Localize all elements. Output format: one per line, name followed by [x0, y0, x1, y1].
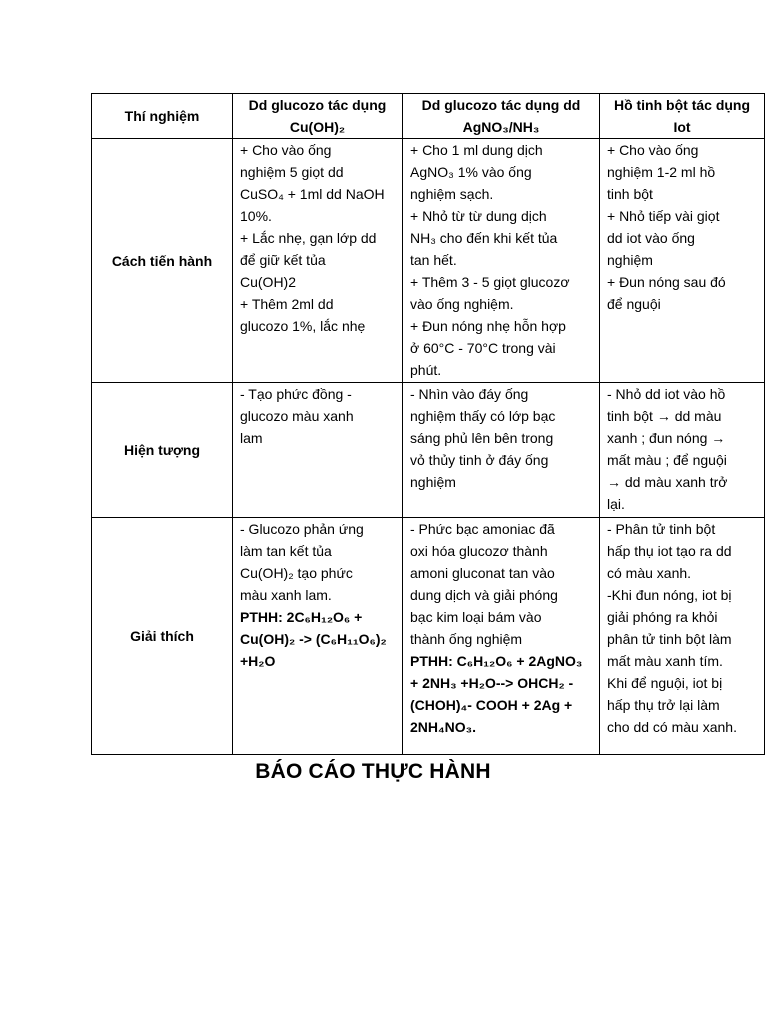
cell-line: oxi hóa glucozơ thành [410, 543, 548, 559]
cell-line: AgNO₃ 1% vào ống [410, 164, 532, 180]
table-row-procedure [92, 139, 765, 383]
table-cell [233, 383, 403, 518]
cell-line: để giữ kết tủa [240, 252, 326, 268]
header-glucose-cuoh2-text: Dd glucozo tác dụng Cu(OH)₂ [248, 97, 387, 135]
cell-line: glucozo 1%, lắc nhẹ [240, 318, 366, 334]
header-cell-glucose-agno3 [403, 94, 600, 139]
cell-line: Cu(OH)₂ -> (C₆H₁₁O₆)₂ [240, 631, 387, 647]
table-cell [403, 383, 600, 518]
cell-line: + Nhỏ từ từ dung dịch [410, 208, 547, 224]
cell-line: - Glucozo phản ứng [240, 521, 364, 537]
cell-line: + Đun nóng nhẹ hỗn hợp [410, 318, 566, 334]
header-glucose-agno3-text: Dd glucozo tác dụng dd AgNO₃/NH₃ [421, 97, 581, 135]
cell-line: làm tan kết tủa [240, 543, 332, 559]
cell-line: 2NH₄NO₃. [410, 719, 477, 735]
cell-line: Khi để nguội, iot bị [607, 675, 723, 691]
table-cell [600, 383, 765, 518]
header-cell-glucose-cuoh2 [233, 94, 403, 139]
table-cell [233, 518, 403, 755]
cell-line: phút. [410, 362, 442, 378]
cell-line: PTHH: C₆H₁₂O₆ + 2AgNO₃ [410, 653, 583, 669]
cell-line: + Cho vào ống [607, 142, 699, 158]
cell-line: nghiệm 1-2 ml hồ [607, 164, 716, 180]
cell-line: PTHH: 2C₆H₁₂O₆ + [240, 609, 363, 625]
cell-line: vào ống nghiệm. [410, 296, 514, 312]
cell-line: hấp thụ iot tạo ra dd [607, 543, 732, 559]
header-experiment-text: Thí nghiệm [124, 108, 200, 124]
cell-line: - Tạo phức đồng - [240, 386, 352, 402]
cell-line: nghiệm [607, 252, 653, 268]
header-cell-experiment [92, 94, 233, 139]
row-label-explanation [92, 518, 233, 755]
cell-line: 10%. [240, 208, 272, 224]
cell-line: nghiệm 5 giọt dd [240, 164, 344, 180]
cell-line: tinh bột [607, 186, 653, 202]
cell-line: vỏ thủy tinh ở đáy ống [410, 452, 549, 468]
cell-line: để nguội [607, 296, 661, 312]
cell-line: amoni gluconat tan vào [410, 565, 555, 581]
cell-line: tan hết. [410, 252, 457, 268]
cell-line: + Cho 1 ml dung dịch [410, 142, 543, 158]
cell-line: +H₂O [240, 653, 276, 669]
cell-line: - Nhìn vào đáy ống [410, 386, 529, 402]
cell-line: Cu(OH)₂ tạo phức [240, 565, 353, 581]
table-cell [403, 518, 600, 755]
cell-line: tinh bột → dd màu [607, 408, 722, 424]
cell-line: + Thêm 3 - 5 giọt glucozơ [410, 274, 570, 290]
row-label-phenomenon-text: Hiện tượng [123, 442, 201, 458]
table-row-explanation [92, 518, 765, 755]
cell-line: phân tử tinh bột làm [607, 631, 732, 647]
cell-line: (CHOH)₄- COOH + 2Ag + [410, 697, 573, 713]
table-row-phenomenon [92, 383, 765, 518]
table-cell [233, 139, 403, 383]
cell-line: có màu xanh. [607, 565, 692, 581]
cell-line: mất màu ; để nguội [607, 452, 727, 468]
cell-line: Cu(OH)2 [240, 274, 297, 290]
row-label-procedure-text: Cách tiến hành [111, 252, 213, 269]
cell-line: sáng phủ lên bên trong [410, 430, 554, 446]
cell-line: + Cho vào ống [240, 142, 332, 158]
cell-line: nghiệm sạch. [410, 186, 494, 202]
cell-line: + Thêm 2ml dd [240, 296, 334, 312]
cell-line: - Phân tử tinh bột [607, 521, 716, 537]
header-starch-iodine-text: Hồ tinh bột tác dụng Iot [613, 97, 751, 135]
table-cell [600, 518, 765, 755]
cell-line: dd iot vào ống [607, 230, 695, 246]
row-label-phenomenon [92, 383, 233, 518]
page-title-text: BÁO CÁO THỰC HÀNH [255, 760, 491, 783]
cell-line: - Phức bạc amoniac đã [410, 521, 555, 537]
cell-line: giải phóng ra khỏi [607, 609, 718, 625]
cell-line: ở 60°C - 70°C trong vài [410, 340, 556, 356]
cell-line: NH₃ cho đến khi kết tủa [410, 230, 558, 246]
table-cell [600, 139, 765, 383]
cell-line: hấp thụ trở lại làm [607, 697, 720, 713]
cell-line: lại. [607, 496, 625, 512]
cell-line: glucozo màu xanh [240, 408, 354, 424]
cell-line: mất màu xanh tím. [607, 653, 723, 669]
table-cell [403, 139, 600, 383]
cell-line: lam [240, 430, 263, 446]
page-title [0, 760, 768, 784]
cell-line: thành ống nghiệm [410, 631, 523, 647]
cell-line: + Nhỏ tiếp vài giọt [607, 208, 720, 224]
cell-line: dung dịch và giải phóng [410, 587, 558, 603]
row-label-explanation-text: Giải thích [130, 628, 194, 644]
cell-line: nghiệm thấy có lớp bạc [410, 408, 556, 424]
cell-line: nghiệm [410, 474, 456, 490]
row-label-procedure [92, 139, 233, 383]
cell-line: CuSO₄ + 1ml dd NaOH [240, 186, 385, 202]
cell-line: -Khi đun nóng, iot bị [607, 587, 732, 603]
cell-line: + 2NH₃ +H₂O--> OHCH₂ - [410, 675, 574, 691]
table-header-row [92, 94, 765, 139]
cell-line: màu xanh lam. [240, 587, 332, 603]
cell-line: cho dd có màu xanh. [607, 719, 737, 735]
cell-line: xanh ; đun nóng → [607, 430, 726, 446]
cell-line: + Đun nóng sau đó [607, 274, 726, 290]
cell-line: + Lắc nhẹ, gạn lớp dd [240, 230, 377, 246]
lab-report-table [91, 93, 765, 755]
cell-line: - Nhỏ dd iot vào hồ [607, 386, 726, 402]
cell-line: bạc kim loại bám vào [410, 609, 542, 625]
header-cell-starch-iodine [600, 94, 765, 139]
cell-line: → dd màu xanh trở [607, 474, 728, 490]
